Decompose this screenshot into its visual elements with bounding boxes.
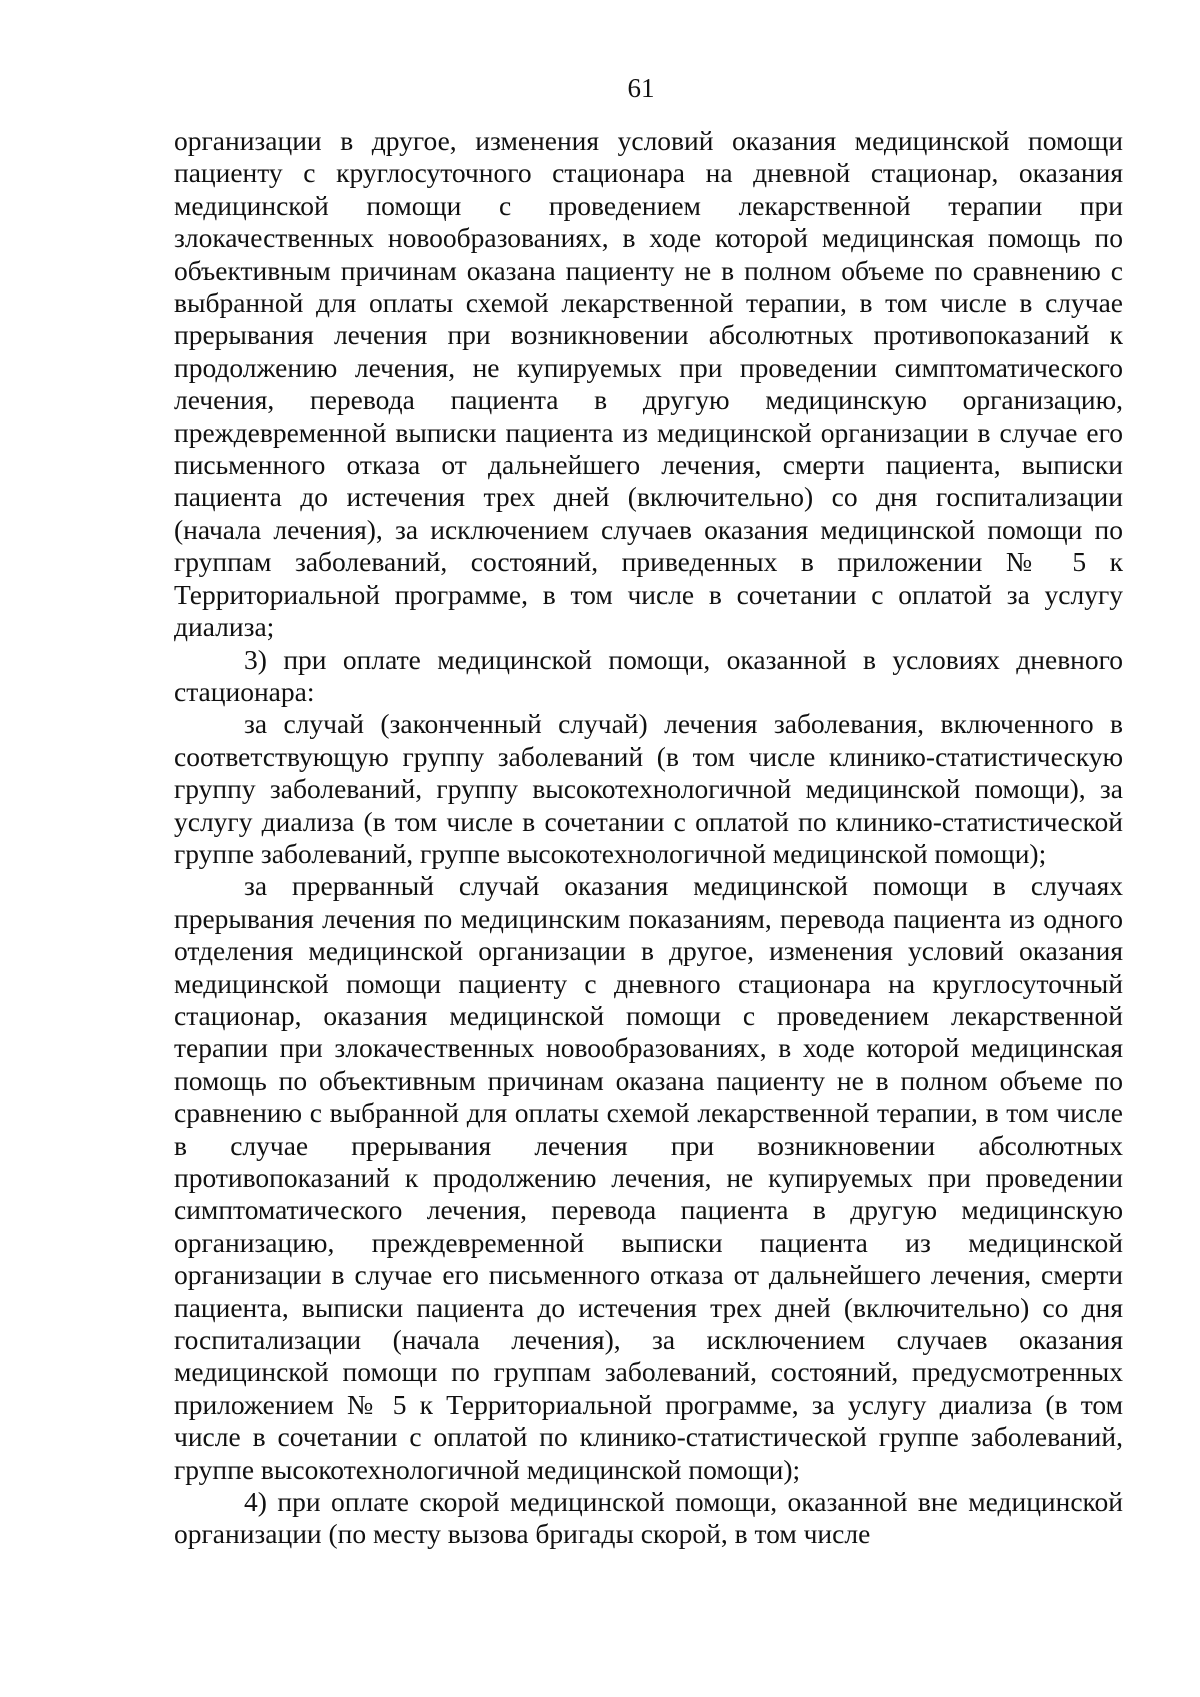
page-number: 61 xyxy=(627,73,655,103)
document-body xyxy=(174,125,1123,1551)
paragraph-completed-case: за случай (законченный случай) лечения заболевания, включенного в соответствующую группу заболеваний (в том числе клинико-статистическую группу заболеваний, группу высокотехнологичной медицинской помощи), за услугу диализа (в том числе в сочетании с оплатой по клинико-статистической группе заболеваний, группе высокотехнологичной медицинской помощи); xyxy=(174,708,1123,869)
paragraph-interrupted-case: за прерванный случай оказания медицинской помощи в случаях прерывания лечения по медицинским показаниям, перевода пациента из одного отделения медицинской организации в другое, изменения условий оказания медицинской помощи пациенту с дневного стационара на круглосуточный стационар, оказания медицинской помощи с проведением лекарственной терапии при злокачественных новообразованиях, в ходе которой медицинская помощь по объективным причинам оказана пациенту не в полном объеме по сравнению с выбранной для оплаты схемой лекарственной терапии, в том числе в случае прерывания лечения при возникновении абсолютных противопоказаний к продолжению лечения, не купируемых при проведении симптоматического лечения, перевода пациента в другую медицинскую организацию, преждевременной выписки пациента из медицинской организации в случае его письменного отказа от дальнейшего лечения, смерти пациента, выписки пациента до истечения трех дней (включительно) со дня госпитализации (начала лечения), за исключением случаев оказания медицинской помощи по группам заболеваний, состояний, предусмотренных приложением № 5 к Территориальной программе, за услугу диализа (в том числе в сочетании с оплатой по клинико-статистической группе заболеваний, группе высокотехнологичной медицинской помощи); xyxy=(174,870,1123,1485)
paragraph-item-4: 4) при оплате скорой медицинской помощи, оказанной вне медицинской организации (по месту вызова бригады скорой, в том числе xyxy=(174,1486,1123,1550)
paragraph-continued: организации в другое, изменения условий оказания медицинской помощи пациенту с круглосуточного стационара на дневной стационар, оказания медицинской помощи с проведением лекарственной терапии при злокачественных новообразованиях, в ходе которой медицинская помощь по объективным причинам оказана пациенту не в полном объеме по сравнению с выбранной для оплаты схемой лекарственной терапии, в том числе в случае прерывания лечения при возникновении абсолютных противопоказаний к продолжению лечения, не купируемых при проведении симптоматического лечения, перевода пациента в другую медицинскую организацию, преждевременной выписки пациента из медицинской организации в случае его письменного отказа от дальнейшего лечения, смерти пациента, выписки пациента до истечения трех дней (включительно) со дня госпитализации (начала лечения), за исключением случаев оказания медицинской помощи по группам заболеваний, состояний, приведенных в приложении № 5 к Территориальной программе, в том числе в сочетании с оплатой за услугу диализа; xyxy=(174,125,1123,643)
paragraph-item-3: 3) при оплате медицинской помощи, оказанной в условиях дневного стационара: xyxy=(174,643,1123,707)
